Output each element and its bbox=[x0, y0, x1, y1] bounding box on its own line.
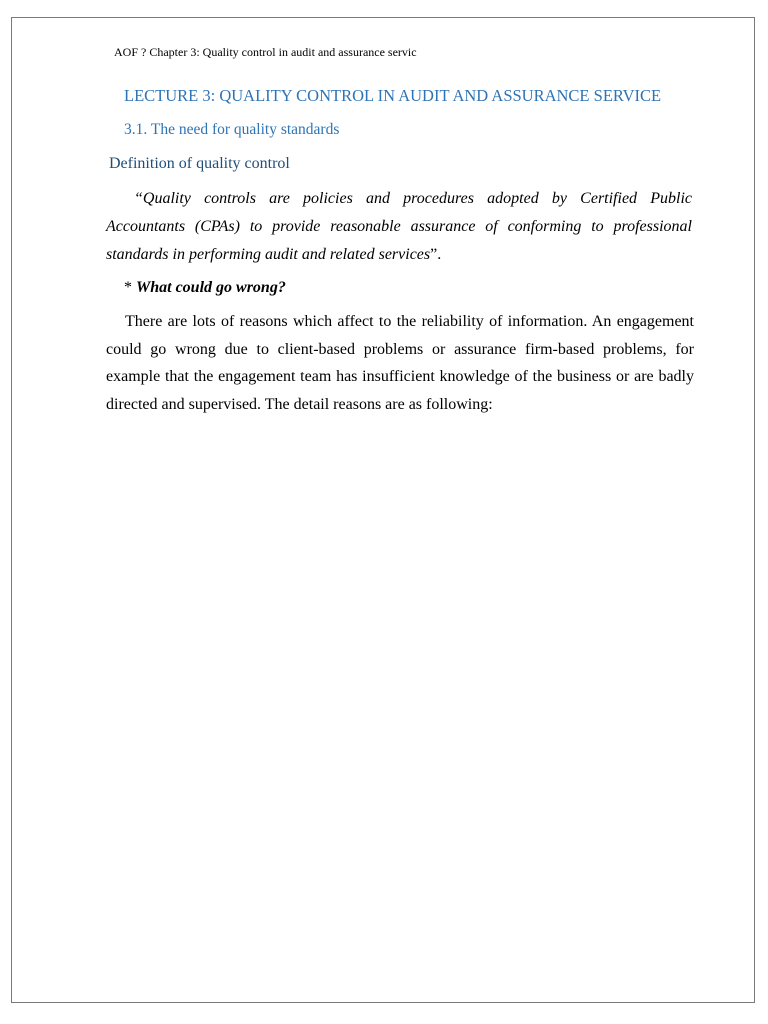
quote-text: Quality controls are policies and procedures adopted by Certified Public Accountants (CPAs) to provide reasonable assurance of conforming to professional standards in performing audit and related services bbox=[106, 190, 692, 263]
running-header: AOF ? Chapter 3: Quality control in audit and assurance servic bbox=[114, 45, 417, 59]
quote-close-mark: ”. bbox=[430, 246, 442, 263]
question-bullet: * bbox=[124, 279, 136, 296]
lecture-title: LECTURE 3: QUALITY CONTROL IN AUDIT AND ASSURANCE SERVICE bbox=[124, 86, 662, 105]
section-heading: 3.1. The need for quality standards bbox=[124, 121, 340, 138]
document-page bbox=[11, 17, 755, 1003]
quote-open-mark: “ bbox=[134, 190, 143, 207]
subsection-heading: Definition of quality control bbox=[109, 155, 290, 172]
question-text: What could go wrong? bbox=[136, 279, 286, 296]
definition-quote bbox=[106, 185, 692, 269]
question-line bbox=[124, 277, 286, 299]
body-paragraph: There are lots of reasons which affect to the reliability of information. An engagement could go wrong due to client-based problems or assurance firm-based problems, for example that the engagement team has insufficient knowledge of the business or are badly directed and supervised. The detail reasons are as following: bbox=[106, 313, 694, 413]
